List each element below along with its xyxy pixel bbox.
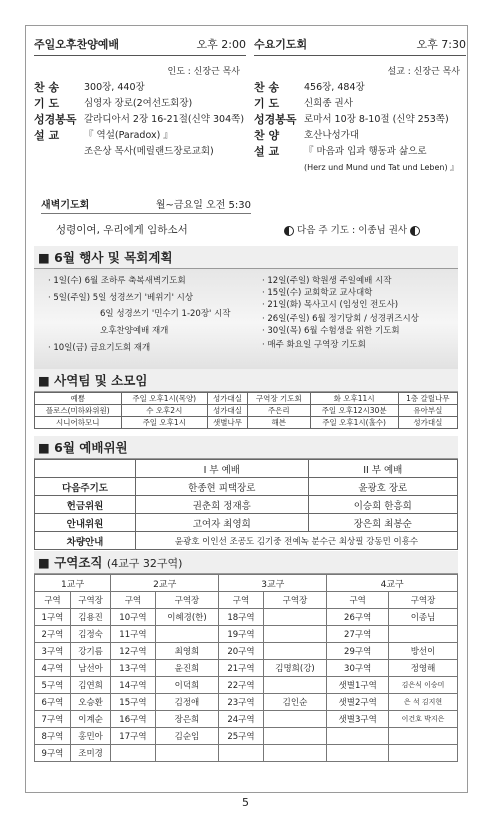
table-cell [263, 728, 327, 745]
table-cell: 샛별나무 [207, 417, 247, 429]
table-cell: 김명희(강) [263, 660, 327, 677]
table-cell: 최영희 [155, 643, 219, 660]
table-row [35, 677, 458, 694]
next-prayer-text: 다음 주 기도 : 이종님 권사 [297, 225, 408, 236]
table-cell: 18구역 [219, 609, 263, 626]
table-cell: 윤진희 [155, 660, 219, 677]
table-row [35, 694, 458, 711]
order-label: 성경봉독 [34, 113, 77, 126]
column-header: 구역장 [70, 592, 110, 609]
row-label: 다음주기도 [35, 478, 136, 496]
group-header: 1교구 [35, 575, 111, 592]
table-cell: 장은희 최봉순 [308, 514, 457, 532]
table-cell [327, 745, 389, 762]
table-cell: 3구역 [35, 643, 71, 660]
column-header: 구역장 [263, 592, 327, 609]
order-row [34, 80, 246, 96]
table-cell: 이혜경(한) [155, 609, 219, 626]
table-cell: 26구역 [327, 609, 389, 626]
table-cell [263, 626, 327, 643]
table-header-row [35, 460, 458, 478]
worship-section [34, 436, 458, 550]
table-cell: 권춘희 정재흥 [136, 496, 309, 514]
events-title-text: 6월 행사 및 목회계획 [54, 250, 173, 265]
order-label: 찬 송 [34, 81, 60, 94]
event-item: · 21일(화) 목사고시 (임성인 전도사) [262, 300, 399, 310]
wednesday-header [254, 36, 466, 56]
bulletin-page [25, 25, 468, 793]
order-label [34, 144, 84, 160]
table-cell: 샛별2구역 [327, 694, 389, 711]
order-label: 찬 송 [254, 81, 280, 94]
table-cell: 17구역 [111, 728, 155, 745]
table-cell: 24구역 [219, 711, 263, 728]
table-cell: 21구역 [219, 660, 263, 677]
table-cell: 22구역 [219, 677, 263, 694]
worship-title-text: 6월 예배위원 [54, 440, 128, 455]
table-row [35, 532, 458, 550]
table-cell: 한종현 피택장로 [136, 478, 309, 496]
table-cell [263, 643, 327, 660]
table-cell: 이승희 한흥희 [308, 496, 457, 514]
wednesday-leader: 설교 : 신장근 목사 [387, 67, 460, 77]
order-row [254, 160, 466, 176]
table-cell: 방선이 [389, 643, 458, 660]
table-cell [155, 626, 219, 643]
wednesday-order [254, 80, 466, 176]
page-number: 5 [242, 796, 249, 809]
afternoon-leader: 인도 : 신장근 목사 [167, 67, 240, 77]
order-value: 로마서 10장 8-10절 (신약 253쪽) [304, 114, 449, 125]
order-label: 설 교 [254, 145, 280, 158]
worship-table [34, 459, 458, 550]
table-cell [155, 745, 219, 762]
table-header-cell: II 부 예배 [308, 460, 457, 478]
dawn-title: 새벽기도회 [41, 200, 90, 211]
order-value: 『 마음과 입과 행동과 삶으로 [304, 146, 427, 157]
order-row [254, 112, 466, 128]
group-header: 3교구 [219, 575, 327, 592]
table-row [35, 478, 458, 496]
districts-title: ■ 구역조직 (4교구 32구역) [34, 551, 458, 574]
table-row [35, 514, 458, 532]
row-label: 안내위원 [35, 514, 136, 532]
table-row [35, 745, 458, 762]
table-cell: 13구역 [111, 660, 155, 677]
table-cell: 샛별1구역 [327, 677, 389, 694]
table-cell: 12구역 [111, 643, 155, 660]
afternoon-time: 오후 2:00 [196, 38, 246, 51]
table-cell: 이계순 [70, 711, 110, 728]
table-cell: 주일 오후1시 [121, 417, 207, 429]
table-cell: 7구역 [35, 711, 71, 728]
column-header: 구역 [327, 592, 389, 609]
events-section [34, 246, 458, 389]
table-cell: 김정애 [155, 694, 219, 711]
table-cell: 성가대실 [207, 405, 247, 417]
table-header-cell [35, 460, 136, 478]
table-cell: 1층 갈릴나무 [398, 393, 457, 405]
table-cell [263, 609, 327, 626]
table-cell: 2구역 [35, 626, 71, 643]
event-item: · 1일(수) 6월 조하루 축복새벽기도회 [48, 276, 186, 286]
afternoon-header [34, 36, 246, 56]
table-cell: 이건호 박지은 [389, 711, 458, 728]
table-cell: 장은희 [155, 711, 219, 728]
column-header: 구역 [219, 592, 263, 609]
wednesday-service [254, 36, 466, 176]
order-value: 조은상 목사(메릴랜드장로교회) [84, 146, 214, 157]
table-cell [389, 626, 458, 643]
table-cell: 홍민아 [70, 728, 110, 745]
wednesday-title: 수요기도회 [254, 38, 308, 51]
table-cell [263, 745, 327, 762]
event-item: 오후찬양예배 재개 [100, 326, 169, 336]
table-cell [327, 728, 389, 745]
table-cell: 화 오후11시 [310, 393, 398, 405]
ministry-section [34, 369, 458, 429]
table-row [35, 609, 458, 626]
ministry-title: ■ 사역팀 및 소모임 [34, 369, 458, 392]
table-cell: 이덕희 [155, 677, 219, 694]
table-cell: 고여자 최영희 [136, 514, 309, 532]
dawn-time: 월~금요일 오전 5:30 [155, 200, 251, 211]
table-row [35, 643, 458, 660]
order-value: 심영자 장로(2여선도회장) [84, 98, 193, 109]
table-cell: 샛별3구역 [327, 711, 389, 728]
table-row [35, 728, 458, 745]
table-cell: 남선아 [70, 660, 110, 677]
order-row [254, 128, 466, 144]
table-cell: 수 오후2시 [121, 405, 207, 417]
order-row [34, 96, 246, 112]
order-row [254, 80, 466, 96]
table-cell: 성가대실 [207, 393, 247, 405]
half-circle-icon [410, 226, 420, 236]
table-cell: 20구역 [219, 643, 263, 660]
event-item: · 15일(수) 교회학교 교사대학 [262, 288, 373, 298]
table-cell [389, 728, 458, 745]
events-title: ■ 6월 행사 및 목회계획 [34, 246, 458, 269]
event-item: · 12일(주일) 학원생 주일예배 시작 [262, 276, 392, 286]
table-cell: 29구역 [327, 643, 389, 660]
table-cell [219, 745, 263, 762]
table-cell: 10구역 [111, 609, 155, 626]
order-row [34, 128, 246, 144]
afternoon-title: 주일오후찬양예배 [34, 38, 120, 51]
table-header-cell: I 부 예배 [136, 460, 309, 478]
table-row [35, 496, 458, 514]
table-cell: 15구역 [111, 694, 155, 711]
table-cell: 김연희 [70, 677, 110, 694]
afternoon-service [34, 36, 246, 160]
table-cell: 윤광호 장로 [308, 478, 457, 496]
table-cell: 구역장 기도회 [248, 393, 311, 405]
table-cell: 윤광호 이인선 조공도 김기중 전예녹 분수근 최상필 강동민 이흥수 [136, 532, 458, 550]
table-cell: 이종님 [389, 609, 458, 626]
table-cell: 4구역 [35, 660, 71, 677]
dawn-prayer [41, 196, 251, 214]
group-header: 2교구 [111, 575, 219, 592]
order-row [254, 144, 466, 160]
table-cell: 시니어하모니 [35, 417, 122, 429]
table-cell: 9구역 [35, 745, 71, 762]
order-label: 설 교 [34, 129, 60, 142]
holy-spirit-text: 성령이여, 우리에게 임하소서 [56, 224, 188, 236]
table-cell: 주일 오후1시(목양) [121, 393, 207, 405]
order-row [34, 144, 246, 160]
table-cell: 6구역 [35, 694, 71, 711]
order-label: 기 도 [34, 97, 60, 110]
table-cell [111, 745, 155, 762]
order-row [254, 96, 466, 112]
column-header-row [35, 592, 458, 609]
table-cell: 14구역 [111, 677, 155, 694]
table-cell: 강기름 [70, 643, 110, 660]
row-label: 차량안내 [35, 532, 136, 550]
table-cell: 1구역 [35, 609, 71, 626]
table-cell: 김인순 [263, 694, 327, 711]
table-cell: 유아부실 [398, 405, 457, 417]
column-header: 구역 [35, 592, 71, 609]
table-cell [263, 677, 327, 694]
districts-section [34, 551, 458, 762]
table-cell: 오승환 [70, 694, 110, 711]
event-item: · 10일(금) 금요기도회 재개 [48, 343, 151, 353]
districts-subtitle: (4교구 32구역) [106, 557, 183, 570]
table-cell: 김용진 [70, 609, 110, 626]
table-cell: 주일 오후12시30분 [310, 405, 398, 417]
order-value: 갈라디아서 2장 16-21절(신약 304쪽) [84, 114, 245, 125]
row-label: 헌금위원 [35, 496, 136, 514]
table-row [35, 626, 458, 643]
table-cell: 김은식 이승미 [389, 677, 458, 694]
table-cell: 정영해 [389, 660, 458, 677]
table-row [35, 393, 458, 405]
ministry-title-text: 사역팀 및 소모임 [54, 373, 148, 388]
table-cell: 김순임 [155, 728, 219, 745]
districts-table [34, 574, 458, 762]
order-label: 찬 양 [254, 129, 280, 142]
table-cell [389, 745, 458, 762]
order-value: (Herz und Mund und Tat und Leben) 』 [304, 163, 459, 172]
ministry-table [34, 392, 458, 429]
table-cell: 주일 오후1시(홀수) [310, 417, 398, 429]
table-cell: 5구역 [35, 677, 71, 694]
order-label [254, 160, 304, 176]
event-item: · 5일(주일) 5일 성경쓰기 '베위기' 시상 [48, 293, 194, 303]
order-value: 호산나성가대 [304, 130, 360, 141]
table-cell: 8구역 [35, 728, 71, 745]
order-row [34, 112, 246, 128]
order-value: 456장, 484장 [304, 82, 365, 93]
table-cell: 은 석 김지현 [389, 694, 458, 711]
table-cell: 16구역 [111, 711, 155, 728]
table-cell: 주은리 [248, 405, 311, 417]
afternoon-order [34, 80, 246, 160]
table-cell: 플로스(미하와위원) [35, 405, 122, 417]
table-cell: 19구역 [219, 626, 263, 643]
order-value: 『 역설(Paradox) 』 [84, 130, 173, 141]
table-cell: 조미경 [70, 745, 110, 762]
order-label: 성경봉독 [254, 113, 297, 126]
next-prayer [284, 222, 420, 236]
wednesday-time: 오후 7:30 [416, 38, 466, 51]
event-item: · 30일(목) 6월 수험생을 위한 기도회 [262, 326, 400, 336]
table-cell: 25구역 [219, 728, 263, 745]
districts-title-text: 구역조직 [54, 555, 103, 570]
event-item: 6일 성경쓰기 '민수기 1-20장' 시작 [100, 309, 231, 319]
event-item: · 26일(주일) 6월 정기당회 / 성경퀴즈시상 [262, 314, 419, 324]
table-cell: 김정숙 [70, 626, 110, 643]
order-label: 기 도 [254, 97, 280, 110]
table-row [35, 417, 458, 429]
table-cell: 30구역 [327, 660, 389, 677]
order-value: 300장, 440장 [84, 82, 145, 93]
group-header-row [35, 575, 458, 592]
table-cell [263, 711, 327, 728]
table-cell: 11구역 [111, 626, 155, 643]
table-row [35, 405, 458, 417]
table-cell: 23구역 [219, 694, 263, 711]
column-header: 구역장 [389, 592, 458, 609]
group-header: 4교구 [327, 575, 458, 592]
half-circle-icon [284, 226, 294, 236]
table-cell: 성가대실 [398, 417, 457, 429]
table-row [35, 711, 458, 728]
table-row [35, 660, 458, 677]
column-header: 구역 [111, 592, 155, 609]
column-header: 구역장 [155, 592, 219, 609]
worship-title: ■ 6월 예배위원 [34, 436, 458, 459]
event-item: · 매주 화요일 구역장 기도회 [262, 340, 366, 350]
order-value: 신희종 권사 [304, 98, 353, 109]
table-cell: 27구역 [327, 626, 389, 643]
table-cell: 예쁨 [35, 393, 122, 405]
table-cell: 해븐 [248, 417, 311, 429]
